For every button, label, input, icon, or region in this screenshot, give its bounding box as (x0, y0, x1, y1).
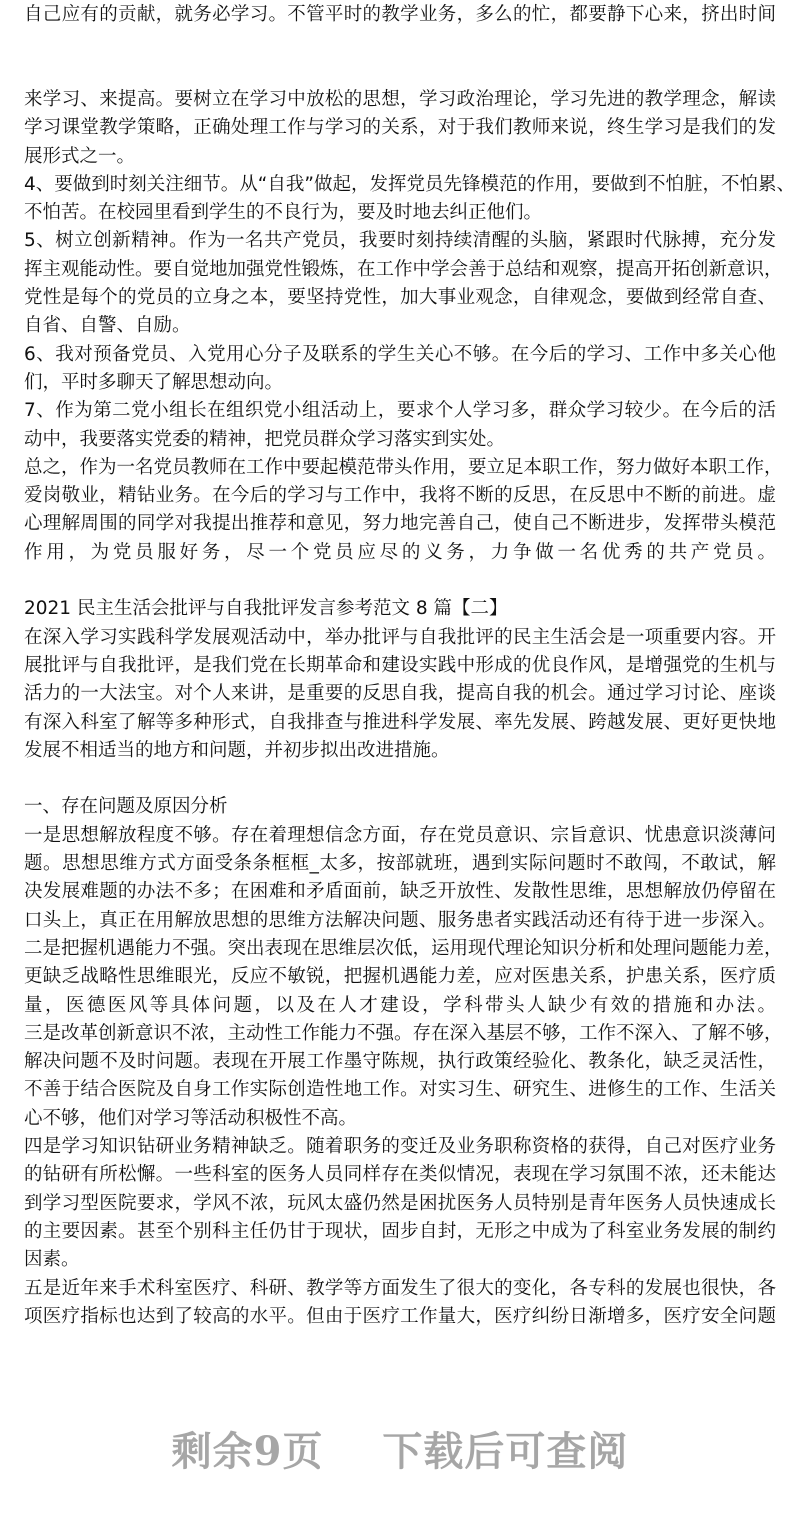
text-line: 在深入学习实践科学发展观活动中，举办批评与自我批评的民主生活会是一项重要内容。开 (24, 626, 776, 648)
text-line: 总之，作为一名党员教师在工作中要起模范带头作用，要立足本职工作，努力做好本职工作， (24, 456, 783, 478)
text-line: 学习课堂教学策略，正确处理工作与学习的关系，对于我们教师来说，终生学习是我们的发 (24, 117, 776, 139)
text-line: 活力的一大法宝。对个人来讲，是重要的反思自我，提高自我的机会。通过学习讨论、座谈 (24, 683, 776, 705)
download-prompt[interactable] (0, 1420, 800, 1477)
text-line: 自己应有的贡献，就务必学习。不管平时的教学业务，多么的忙，都要静下心来，挤出时间 (24, 4, 776, 25)
text-line: 一、存在问题及原因分析 (24, 796, 228, 818)
text-line: 四是学习知识钻研业务精神缺乏。随着职务的变迁及业务职称资格的获得，自己对医疗业务 (24, 1136, 776, 1157)
text-line: 心理解周围的同学对我提出推荐和意见，努力地完善自己，使自己不断进步，发挥带头模范 (24, 513, 776, 535)
text-line: 作用，为党员服好务，尽一个党员应尽的义务，力争做一名优秀的共产党员。 (24, 541, 776, 563)
remaining-pages-label: 剩余9页 (171, 1428, 324, 1475)
text-line: 项医疗指标也达到了较高的水平。但由于医疗工作量大，医疗纠纷日渐增多，医疗安全问题 (24, 1305, 776, 1327)
text-line: 心不够，他们对学习等活动积极性不高。 (24, 1107, 358, 1129)
text-line: 动中，我要落实党委的精神，把党员群众学习落实到实处。 (24, 428, 506, 450)
blank-line (24, 58, 776, 86)
blank-line (24, 765, 776, 793)
text-line: 自省、自警、自励。 (24, 315, 191, 337)
text-line: 来学习、来提高。要树立在学习中放松的思想，学习政治理论，学习先进的教学理念，解读 (24, 88, 776, 110)
text-line: 党性是每个的党员的立身之本，要坚持党性，加大事业观念，自律观念，要做到经常自查、 (24, 287, 776, 308)
download-to-view-label[interactable]: 下载后可查阅 (382, 1428, 629, 1475)
text-line: 5、树立创新精神。作为一名共产党员，我要时刻持续清醒的头脑，紧跟时代脉搏，充分发 (24, 230, 776, 252)
text-line: 7、作为第二党小组长在组织党小组活动上，要求个人学习多，群众学习较少。在今后的活 (24, 400, 776, 422)
text-line: 挥主观能动性。要自觉地加强党性锻炼，在工作中学会善于总结和观察，提高开拓创新意识， (24, 258, 783, 280)
text-line: 2021 民主生活会批评与自我批评发言参考范文 8 篇【二】 (24, 598, 508, 620)
text-line: 6、我对预备党员、入党用心分子及联系的学生关心不够。在今后的学习、工作中多关心他 (24, 343, 776, 365)
blank-line (24, 567, 776, 595)
text-line: 到学习型医院要求，学风不浓，玩风太盛仍然是困扰医务人员特别是青年医务人员快速成长 (24, 1192, 776, 1214)
text-line: 有深入科室了解等多种形式，自我排查与推进科学发展、率先发展、跨越发展、更好更快地 (24, 711, 776, 733)
text-line: 爱岗敬业，精钻业务。在今后的学习与工作中，我将不断的反思，在反思中不断的前进。虚 (24, 485, 776, 507)
text-line: 不善于结合医院及自身工作实际创造性地工作。对实习生、研究生、进修生的工作、生活关 (24, 1079, 776, 1101)
text-line: 量，医德医风等具体问题，以及在人才建设，学科带头人缺少有效的措施和办法。 (24, 994, 776, 1016)
text-line: 展形式之一。 (24, 145, 136, 167)
text-line: 二是把握机遇能力不强。突出表现在思维层次低，运用现代理论知识分析和处理问题能力差， (24, 937, 783, 959)
text-line: 决发展难题的办法不多；在困难和矛盾面前，缺乏开放性、发散性思维，思想解放仍停留在 (24, 881, 776, 903)
text-line: 的主要因素。甚至个别科主任仍甘于现状，固步自封，无形之中成为了科室业务发展的制约 (24, 1220, 776, 1242)
text-line: 口头上，真正在用解放思想的思维方法解决问题、服务患者实践活动还有待于进一步深入。 (24, 909, 776, 931)
text-line: 三是改革创新意识不浓，主动性工作能力不强。存在深入基层不够，工作不深入、了解不够， (24, 1022, 783, 1044)
blank-line (24, 29, 776, 57)
text-line: 题。思想思维方式方面受条条框框_太多，按部就班，遇到实际问题时不敢闯，不敢试，解 (24, 853, 776, 874)
text-line: 展批评与自我批评，是我们党在长期革命和建设实践中形成的优良作风，是增强党的生机与 (24, 654, 776, 676)
text-line: 解决问题不及时问题。表现在开展工作墨守陈规，执行政策经验化、教条化，缺乏灵活性， (24, 1051, 776, 1073)
text-line: 因素。 (24, 1249, 80, 1271)
text-line: 们，平时多聊天了解思想动向。 (24, 371, 284, 393)
text-line: 一是思想解放程度不够。存在着理想信念方面，存在党员意识、宗旨意识、忧患意识淡薄问 (24, 824, 776, 846)
text-line: 不怕苦。在校园里看到学生的不良行为，要及时地去纠正他们。 (24, 202, 543, 224)
text-line: 4、要做到时刻关注细节。从“自我”做起，发挥党员先锋模范的作用，要做到不怕脏，不怕累、 (24, 173, 795, 195)
text-line: 五是近年来手术科室医疗、科研、教学等方面发生了很大的变化，各专科的发展也很快，各 (24, 1277, 776, 1299)
text-line: 更缺乏战略性思维眼光，反应不敏锐，把握机遇能力差，应对医患关系，护患关系，医疗质 (24, 966, 776, 988)
text-line: 的钻研有所松懈。一些科室的医务人员同样存在类似情况，表现在学习氛围不浓，还未能达 (24, 1164, 776, 1186)
text-line: 发展不相适当的地方和问题，并初步拟出改进措施。 (24, 739, 450, 761)
